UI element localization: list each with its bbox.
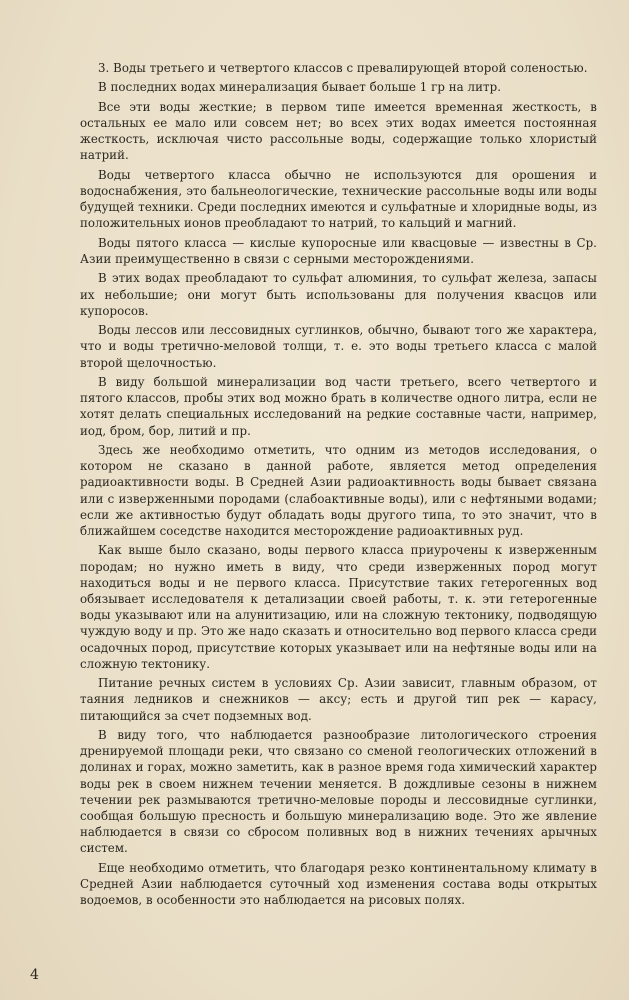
paragraph: Все эти воды жесткие; в первом типе имеется временная жесткость, в остальных ее мало или совсем нет; во всех этих водах имеется постоянная жесткость, исключая чисто рассольные воды, содержащие только хлористый натрий.	[80, 99, 597, 163]
paragraph: Здесь же необходимо отметить, что одним из методов исследования, о котором не сказано в данной работе, является метод определения радиоактивности воды. В Средней Азии радиоактивность воды бывает связана или с изверженными породами (слабоактивные воды), или с нефтяными водами; если же активностью будут обладать воды другого типа, то это значит, что в ближайшем соседстве находится месторождение радиоактивных руд.	[80, 442, 597, 538]
paragraph: В виду того, что наблюдается разнообразие литологического строения дренируемой площади реки, что связано со сменой геологических отложений в долинах и горах, можно заметить, как в разное время года химический характер воды рек в своем нижнем течении меняется. В дождливые сезоны в нижнем течении рек размываются третично-меловые породы и лессовидные суглинки, сообщая большую пресность и большую минерализацию воде. Это же явление наблюдается в связи со сбросом поливных вод в нижних течениях арычных систем.	[80, 727, 597, 856]
paragraph: Как выше было сказано, воды первого класса приурочены к изверженным породам; но нужно иметь в виду, что среди изверженных пород могут находиться воды и не первого класса. Присутствие таких гетерогенных вод обязывает исследователя к детализации своей работы, т. к. эти гетерогенные воды указывают или на алунитизацию, или на сложную тектонику, подводящую чуждую воду и пр. Это же надо сказать и относительно вод первого класса среди осадочных пород, присутствие которых указывает или на нефтяные воды или на сложную тектонику.	[80, 543, 597, 671]
paragraph: В виду большой минерализации вод части третьего, всего четвертого и пятого классов, пробы этих вод можно брать в количестве одного литра, если не хотят делать специальных исследований на редкие составные части, например, иод, бром, бор, литий и пр.	[80, 374, 597, 438]
paragraph: Воды пятого класса — кислые купоросные или квасцовые — известны в Ср. Азии преимущественно в связи с серными месторождениями.	[80, 235, 597, 266]
paragraph: Еще необходимо отметить, что благодаря резко континентальному климату в Средней Азии наблюдается суточный ход изменения состава воды открытых водоемов, в особенности это наблюдается на рисовых полях.	[80, 860, 597, 908]
paragraph: Питание речных систем в условиях Ср. Азии зависит, главным образом, от таяния ледников и снежников — аксу; есть и другой тип рек — карасу, питающийся за счет подземных вод.	[80, 676, 597, 723]
page-text	[80, 60, 597, 912]
paragraph: 3. Воды третьего и четвертого классов с превалирующей второй соленостью.	[98, 61, 588, 75]
page-number: 4	[30, 967, 39, 983]
paragraph: В этих водах преобладают то сульфат алюминия, то сульфат железа, запасы их небольшие; они могут быть использованы для получения квасцов или купоросов.	[80, 271, 597, 318]
paragraph: Воды лессов или лессовидных суглинков, обычно, бывают того же характера, что и воды третично-меловой толщи, т. е. это воды третьего класса с малой второй щелочностью.	[80, 323, 597, 370]
paragraph: Воды четвертого класса обычно не используются для орошения и водоснабжения, это бальнеологические, технические рассольные воды или воды будущей техники. Среди последних имеются и сульфатные и хлоридные воды, из положительных ионов преобладают то натрий, то кальций и магний.	[80, 167, 597, 231]
paragraph: В последних водах минерализация бывает больше 1 гр на литр.	[98, 80, 501, 95]
